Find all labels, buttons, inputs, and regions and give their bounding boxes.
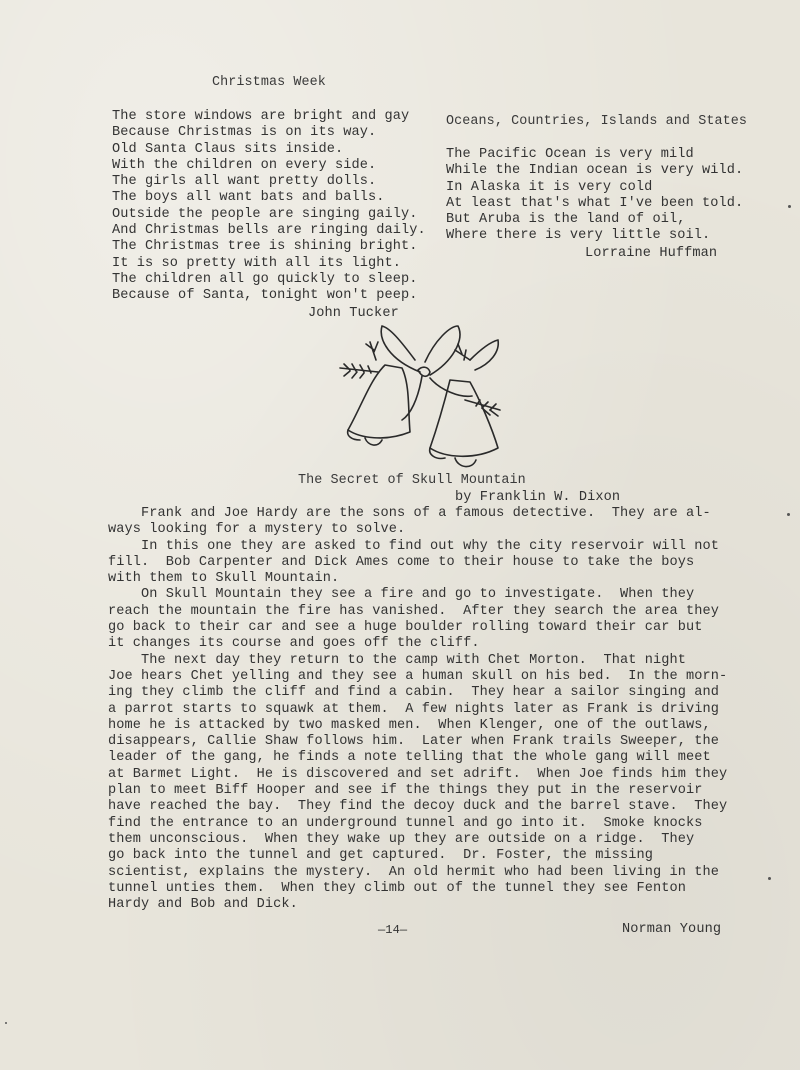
story-title: The Secret of Skull Mountain <box>298 473 526 488</box>
poem2-author: Lorraine Huffman <box>585 246 718 261</box>
text-line: disappears, Callie Shaw follows him. Later when Frank trails Sweeper, the <box>108 734 720 750</box>
text-line: But Aruba is the land of oil, <box>446 212 686 228</box>
text-line: have reached the bay. They find the decoy duck and the barrel stave. They <box>108 799 728 815</box>
text-line: Hardy and Bob and Dick. <box>108 897 298 913</box>
paper-speck <box>788 205 791 208</box>
text-line: In Alaska it is very cold <box>446 179 653 195</box>
poem2-body <box>446 147 743 245</box>
text-line: The next day they return to the camp with Chet Morton. That night <box>108 652 687 668</box>
text-line: them unconscious. When they wake up they are outside on a ridge. They <box>108 831 695 847</box>
text-line: The Christmas tree is shining bright. <box>112 239 418 255</box>
text-line: In this one they are asked to find out why the city reservoir will not <box>108 538 720 554</box>
paper-speck <box>5 1022 7 1024</box>
christmas-bells-illustration <box>330 320 530 480</box>
poem1-title: Christmas Week <box>212 75 326 90</box>
story-byline: by Franklin W. Dixon <box>455 490 621 505</box>
text-line: find the entrance to an underground tunnel and go into it. Smoke knocks <box>108 815 703 831</box>
text-line: go back into the tunnel and get captured. Dr. Foster, the missing <box>108 848 653 864</box>
poem2-title: Oceans, Countries, Islands and States <box>446 114 748 129</box>
text-line: fill. Bob Carpenter and Dick Ames come to their house to take the boys <box>108 554 695 570</box>
text-line: With the children on every side. <box>112 157 377 173</box>
text-line: Outside the people are singing gaily. <box>112 206 418 222</box>
text-line: Joe hears Chet yelling and they see a human skull on his bed. In the morn- <box>108 668 728 684</box>
text-line: ways looking for a mystery to solve. <box>108 522 406 538</box>
page-number: —14— <box>378 923 408 937</box>
text-line: Where there is very little soil. <box>446 228 711 244</box>
text-line: go back to their car and see a huge boulder rolling toward their car but <box>108 620 703 636</box>
text-line: tunnel unties them. When they climb out of the tunnel they see Fenton <box>108 880 687 896</box>
text-line: Because Christmas is on its way. <box>112 125 377 141</box>
text-line: Because of Santa, tonight won't peep. <box>112 288 418 304</box>
text-line: And Christmas bells are ringing daily. <box>112 223 426 239</box>
story-author: Norman Young <box>622 922 722 937</box>
text-line: with them to Skull Mountain. <box>108 571 340 587</box>
text-line: The store windows are bright and gay <box>112 109 410 124</box>
text-line: leader of the gang, he finds a note telling that the whole gang will meet <box>108 750 711 766</box>
text-line: The Pacific Ocean is very mild <box>446 147 694 162</box>
text-line: The girls all want pretty dolls. <box>112 174 377 190</box>
text-line: The boys all want bats and balls. <box>112 190 385 206</box>
text-line: Old Santa Claus sits inside. <box>112 141 344 157</box>
poem1-author: John Tucker <box>308 306 399 321</box>
text-line: home he is attacked by two masked men. When Klenger, one of the outlaws, <box>108 717 711 733</box>
text-line: Frank and Joe Hardy are the sons of a famous detective. They are al- <box>108 506 711 521</box>
paper-speck <box>768 877 771 880</box>
poem1-body <box>112 109 426 305</box>
text-line: At least that's what I've been told. <box>446 195 744 211</box>
text-line: at Barmet Light. He is discovered and set adrift. When Joe finds him they <box>108 766 728 782</box>
text-line: On Skull Mountain they see a fire and go to investigate. When they <box>108 587 695 603</box>
text-line: scientist, explains the mystery. An old hermit who had been living in the <box>108 864 720 880</box>
story-body <box>108 506 727 913</box>
text-line: The children all go quickly to sleep. <box>112 271 418 287</box>
text-line: plan to meet Biff Hooper and see if the things they put in the reservoir <box>108 783 703 799</box>
text-line: It is so pretty with all its light. <box>112 255 402 271</box>
text-line: a parrot starts to squawk at them. A few nights later as Frank is driving <box>108 701 720 717</box>
paper-speck <box>787 513 790 516</box>
text-line: reach the mountain the fire has vanished. After they search the area they <box>108 603 720 619</box>
text-line: ing they climb the cliff and find a cabin. They hear a sailor singing and <box>108 685 720 701</box>
text-line: it changes its course and goes off the cliff. <box>108 636 480 652</box>
text-line: While the Indian ocean is very wild. <box>446 163 744 179</box>
